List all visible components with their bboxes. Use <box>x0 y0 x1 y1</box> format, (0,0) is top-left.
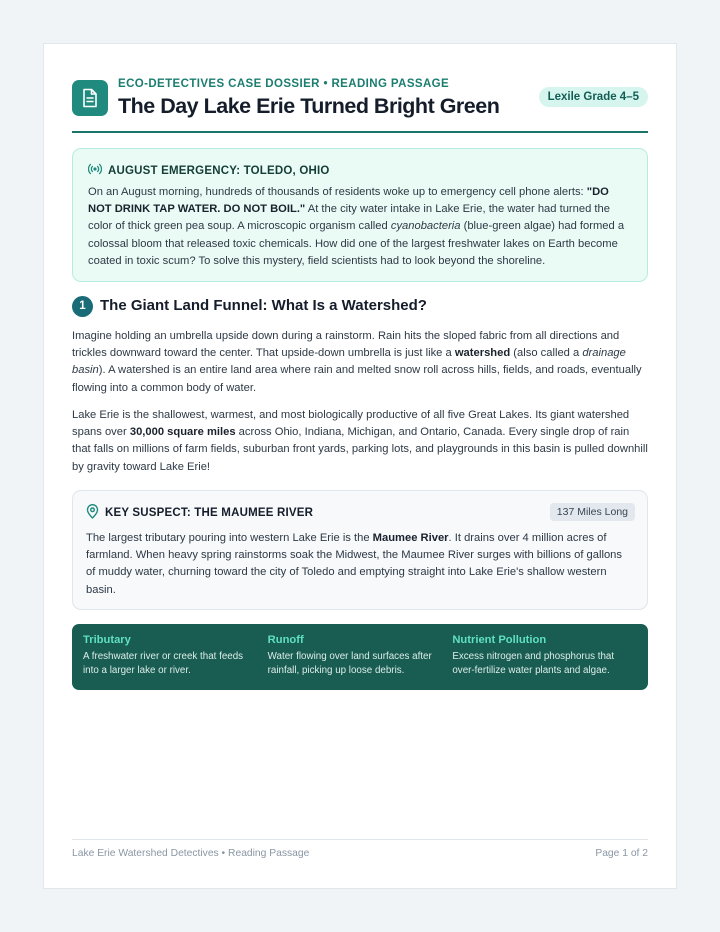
paragraph-text: (also called a <box>510 347 583 360</box>
suspect-body <box>86 530 634 599</box>
glossary-term-name: Tributary <box>83 634 131 646</box>
section-heading <box>72 296 648 318</box>
glossary-term <box>83 634 268 690</box>
page-number: Page 1 of 2 <box>595 848 648 859</box>
glossary-term-name: Runoff <box>267 634 304 646</box>
river-length-badge: 137 Miles Long <box>550 503 635 521</box>
paragraph-text: ). A watershed is an entire land area where rain and melted snow roll across hills, fields, and roads, eventually flowing into a common body of water. <box>72 364 642 394</box>
alert-body <box>88 184 632 270</box>
paragraph-text: across Ohio, Indiana, Michigan, and Ontario, Canada. Every single drop of rain that falls on millions of farm fields, suburban front yards, parking lots, and playgrounds in this basin is pulled downhill by gravity toward Lake Erie! <box>72 426 648 473</box>
glossary-bar <box>72 624 648 690</box>
alert-text-part: On an August morning, hundreds of thousands of residents woke up to emergency cell phone alerts: <box>88 186 587 198</box>
area-figure: 30,000 square miles <box>129 426 236 439</box>
drainage-basin-term: drainage basin <box>72 347 626 377</box>
alert-heading <box>88 163 632 178</box>
glossary-term-definition: A freshwater river or creek that feeds into a larger lake or river. <box>83 651 244 676</box>
footer-divider <box>72 839 648 840</box>
section-number: 1 <box>72 296 93 317</box>
suspect-text-part: . It drains over 4 million acres of farmland. When heavy spring rainstorms soak the Midwest, the Maumee River surges with billions of gallons of muddy water, churning toward the city of Toledo and emptying straight into Lake Erie's shallow western basin. <box>86 532 622 596</box>
alert-heading-text: AUGUST EMERGENCY: TOLEDO, OHIO <box>108 164 330 177</box>
page-header <box>72 78 648 134</box>
glossary-term-definition: Water flowing over land surfaces after rainfall, picking up loose debris. <box>267 651 432 676</box>
page-content <box>72 44 648 888</box>
glossary-term-name: Nutrient Pollution <box>452 634 547 646</box>
watershed-term: watershed <box>454 347 511 360</box>
glossary-term <box>452 634 637 690</box>
paragraph-text: Imagine holding an umbrella upside down during a rainstorm. Rain hits the sloped fabric from all directions and trickles downward toward the center. That upside-down umbrella is just like a <box>72 330 620 360</box>
cyanobacteria-term: cyanobacteria <box>390 220 461 233</box>
section-title: The Giant Land Funnel: What Is a Watershed? <box>100 297 427 314</box>
paragraph-text: Lake Erie is the shallowest, warmest, and most biologically productive of all five Great Lakes. Its giant watershed spans over <box>72 409 630 439</box>
emergency-alert-box <box>72 148 648 282</box>
glossary-term <box>268 634 453 690</box>
worksheet-page <box>43 43 677 889</box>
map-pin-icon <box>86 504 99 522</box>
suspect-heading-text: KEY SUSPECT: THE MAUMEE RIVER <box>105 507 314 519</box>
suspect-text-part: The largest tributary pouring into western Lake Erie is the <box>86 532 373 544</box>
alert-text-part: (blue-green algae) had formed a colossal bloom that released toxic chemicals. How did one of the largest freshwater lakes on Earth become coated in toxic scum? To solve this mystery, field scientists had to look beyond the shoreline. <box>88 220 625 267</box>
lexile-badge: Lexile Grade 4–5 <box>539 87 648 107</box>
document-icon <box>72 80 108 116</box>
key-suspect-box <box>72 490 648 610</box>
maumee-river-name: Maumee River <box>372 532 449 544</box>
paragraph-watershed <box>72 328 648 397</box>
header-divider <box>72 131 648 133</box>
page-title: The Day Lake Erie Turned Bright Green <box>118 94 500 118</box>
footer-title: Lake Erie Watershed Detectives • Reading Passage <box>72 848 310 859</box>
glossary-term-definition: Excess nitrogen and phosphorus that over-fertilize water plants and algae. <box>452 651 615 676</box>
alert-warning-quote: "DO NOT DRINK TAP WATER. DO NOT BOIL." <box>88 186 609 216</box>
paragraph-lake-erie <box>72 407 648 476</box>
broadcast-icon <box>88 163 102 178</box>
alert-text-part: At the city water intake in Lake Erie, the water had turned the color of thick green pea soup. A microscopic organism called <box>88 203 610 233</box>
dossier-kicker: ECO-DETECTIVES CASE DOSSIER • READING PASSAGE <box>118 78 450 90</box>
